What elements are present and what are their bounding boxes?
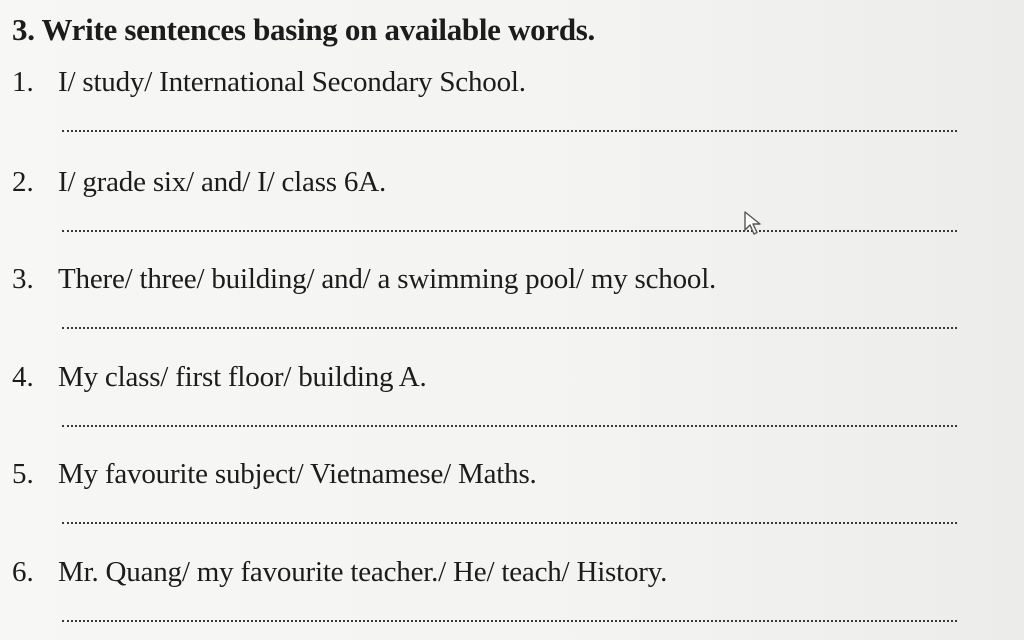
- exercise-item-3: [12, 263, 972, 359]
- item-number: 1.: [12, 66, 34, 98]
- answer-line-5[interactable]: [62, 522, 957, 524]
- exercise-item-4: [12, 361, 972, 457]
- answer-line-3[interactable]: [62, 327, 957, 329]
- exercise-item-2: [12, 166, 972, 262]
- item-prompt: My favourite subject/ Vietnamese/ Maths.: [58, 458, 537, 490]
- item-prompt: My class/ first floor/ building A.: [58, 361, 427, 393]
- item-prompt: Mr. Quang/ my favourite teacher./ He/ teach/ History.: [58, 556, 668, 588]
- answer-line-6[interactable]: [62, 620, 957, 622]
- answer-line-1[interactable]: [62, 130, 957, 132]
- exercise-item-6: [12, 556, 972, 640]
- item-number: 5.: [12, 458, 34, 490]
- item-prompt: I/ study/ International Secondary School.: [58, 66, 526, 98]
- item-prompt: There/ three/ building/ and/ a swimming pool/ my school.: [58, 263, 717, 295]
- exercise-title: 3. Write sentences basing on available words.: [12, 12, 595, 47]
- item-number: 3.: [12, 263, 34, 295]
- exercise-item-1: [12, 66, 972, 162]
- item-prompt: I/ grade six/ and/ I/ class 6A.: [58, 166, 387, 198]
- exercise-item-5: [12, 458, 972, 554]
- answer-line-4[interactable]: [62, 425, 957, 427]
- mouse-pointer-icon: [743, 210, 765, 236]
- item-number: 6.: [12, 556, 34, 588]
- item-number: 4.: [12, 361, 34, 393]
- answer-line-2[interactable]: [62, 230, 957, 232]
- item-number: 2.: [12, 166, 34, 198]
